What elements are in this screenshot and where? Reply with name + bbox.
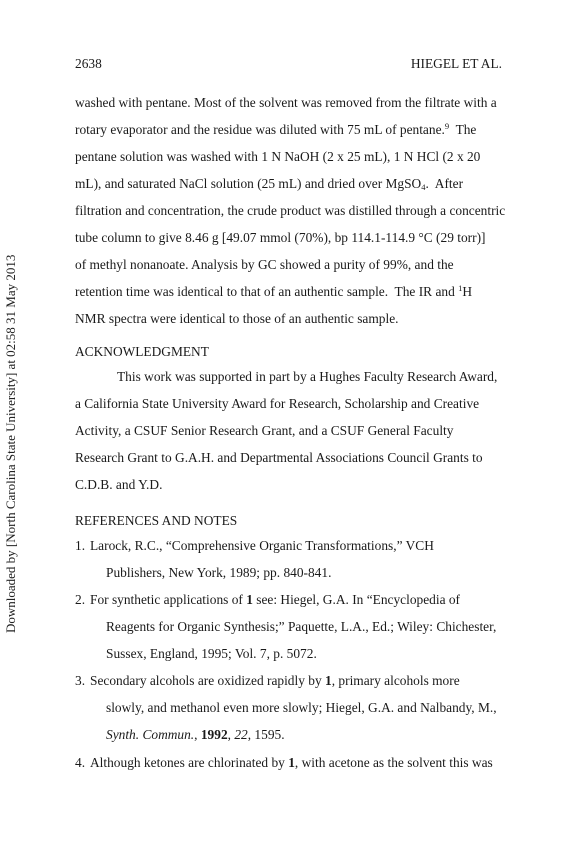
ack-line: Activity, a CSUF Senior Research Grant, and a CSUF General Faculty — [75, 423, 454, 438]
reference-line: Secondary alcohols are oxidized rapidly by 1, primary alcohols more — [90, 673, 460, 688]
body-line: retention time was identical to that of an authentic sample. The IR and $^1$H — [75, 283, 473, 299]
running-head: HIEGEL ET AL. — [410, 56, 502, 71]
ack-line: a California State University Award for Research, Scholarship and Creative — [75, 396, 480, 411]
reference-line: Reagents for Organic Synthesis;” Paquette, L.A., Ed.; Wiley: Chichester, — [106, 619, 497, 634]
page-number: 2638 — [75, 56, 102, 71]
reference-number: 3. — [75, 673, 86, 688]
reference-line: Although ketones are chlorinated by 1, with acetone as the solvent this was — [90, 755, 493, 770]
reference-line: Synth. Commun., 1992, 22, 1595. — [106, 727, 285, 742]
download-note: Downloaded by [North Carolina State University] at 02:58 31 May 2013 — [3, 254, 18, 633]
ack-line: Research Grant to G.A.H. and Departmental Associations Council Grants to — [75, 450, 483, 465]
section-heading: REFERENCES AND NOTES — [75, 513, 238, 528]
reference-number: 4. — [75, 755, 86, 770]
body-line: rotary evaporator and the residue was diluted with 75 mL of pentane.$^9$ The — [75, 121, 477, 137]
body-line: mL), and saturated NaCl solution (25 mL) and dried over MgSO$_4$. After — [75, 176, 464, 192]
reference-number: 2. — [75, 592, 86, 607]
reference-line: slowly, and methanol even more slowly; Hiegel, G.A. and Nalbandy, M., — [106, 700, 497, 715]
body-line: NMR spectra were identical to those of an authentic sample. — [75, 311, 399, 326]
ack-line: This work was supported in part by a Hughes Faculty Research Award, — [117, 369, 498, 384]
body-line: pentane solution was washed with 1 N NaOH (2 x 25 mL), 1 N HCl (2 x 20 — [75, 149, 481, 164]
body-line: of methyl nonanoate. Analysis by GC showed a purity of 99%, and the — [75, 257, 454, 272]
body-line: washed with pentane. Most of the solvent was removed from the filtrate with a — [75, 95, 497, 110]
reference-line: For synthetic applications of 1 see: Hiegel, G.A. In “Encyclopedia of — [90, 592, 461, 607]
ack-line: C.D.B. and Y.D. — [75, 477, 163, 492]
reference-line: Publishers, New York, 1989; pp. 840-841. — [106, 565, 332, 580]
body-line: tube column to give 8.46 g [49.07 mmol (70%), bp 114.1-114.9 °C (29 torr)] — [75, 230, 486, 245]
download-sidebar — [0, 0, 28, 864]
reference-line: Sussex, England, 1995; Vol. 7, p. 5072. — [106, 646, 317, 661]
body-line: filtration and concentration, the crude product was distilled through a concentric — [75, 203, 506, 218]
reference-number: 1. — [75, 538, 86, 553]
section-heading: ACKNOWLEDGMENT — [75, 344, 209, 359]
reference-line: Larock, R.C., “Comprehensive Organic Transformations,” VCH — [90, 538, 434, 553]
